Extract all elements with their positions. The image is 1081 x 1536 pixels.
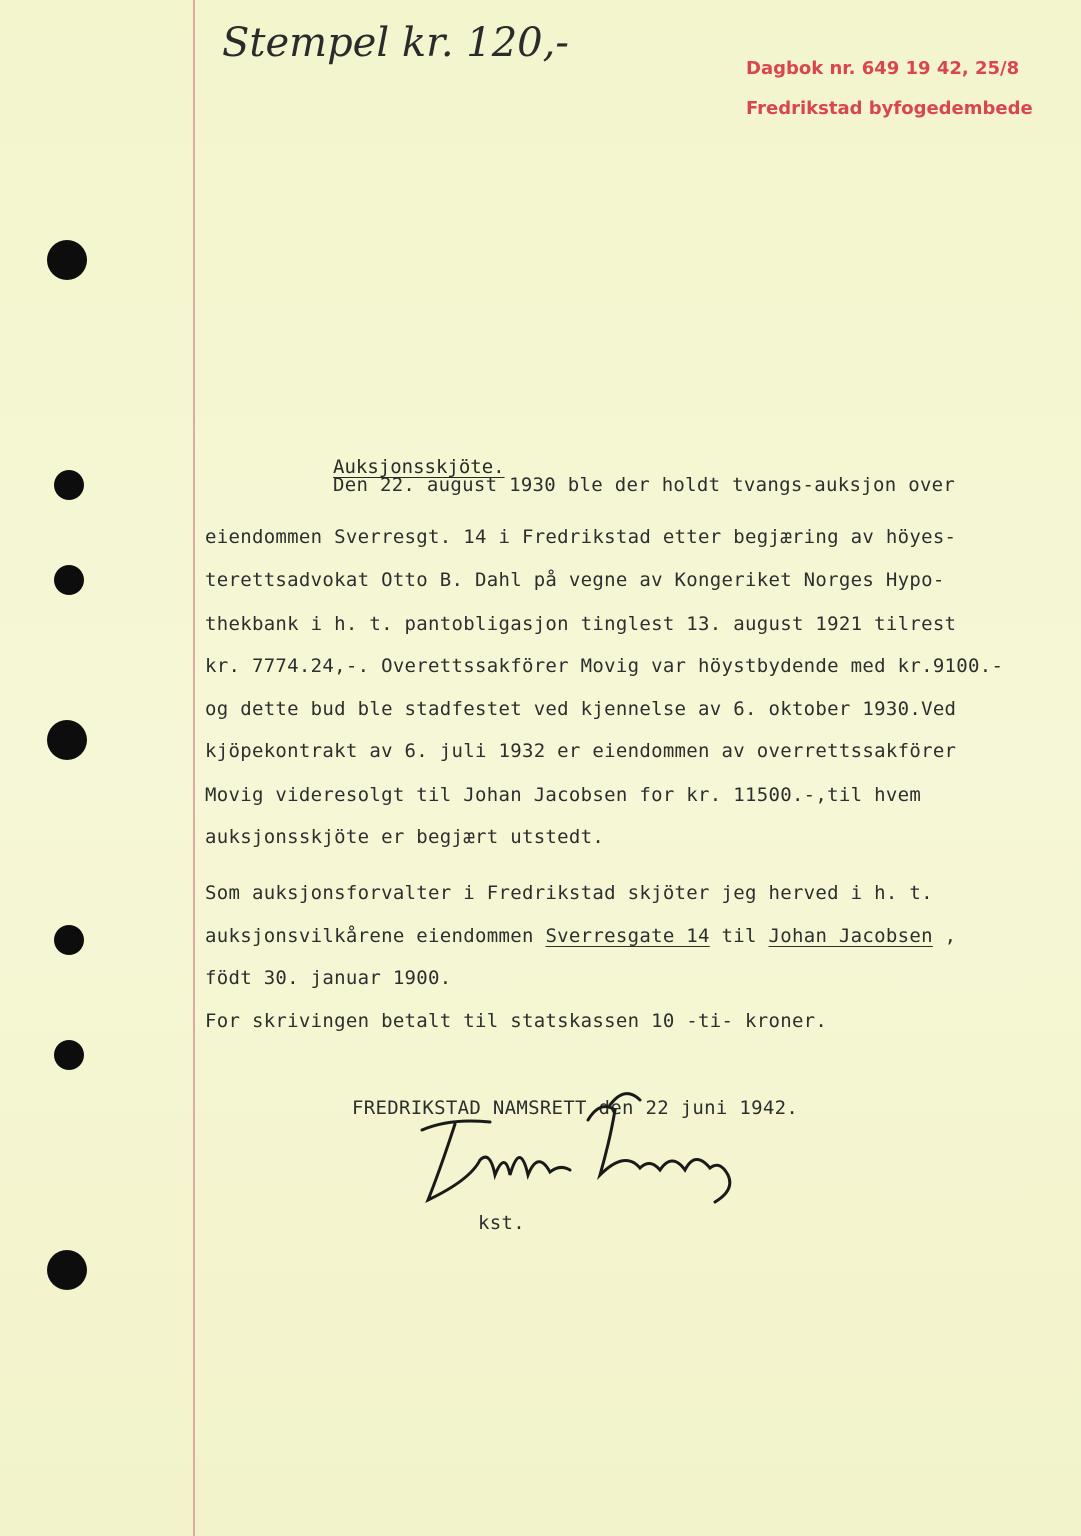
buyer-name: Johan Jacobsen: [768, 925, 933, 947]
body-line: kjöpekontrakt av 6. juli 1932 er eiendommen av overrettssakförer: [205, 740, 957, 762]
body-line: Som auksjonsforvalter i Fredrikstad skjöter jeg herved i h. t.: [205, 882, 933, 904]
punch-hole: [54, 925, 84, 955]
document-title: Auksjonsskjöte.: [333, 456, 505, 478]
stamp-office-line: Fredrikstad byfogedembede: [746, 98, 1033, 119]
punch-hole: [47, 1250, 87, 1290]
punch-hole: [47, 240, 87, 280]
punch-hole: [54, 565, 84, 595]
body-line: kr. 7774.24,-. Overettssakförer Movig var höystbydende med kr.9100.-: [205, 655, 1004, 677]
text-span: til: [709, 925, 769, 947]
punch-hole: [54, 470, 84, 500]
margin-line: [193, 0, 195, 1536]
handwritten-fee: Stempel kr. 120,-: [222, 20, 569, 66]
body-line: For skrivingen betalt til statskassen 10 -ti- kroner.: [205, 1010, 828, 1032]
text-span: auksjonsvilkårene eiendommen: [205, 925, 546, 947]
body-line: thekbank i h. t. pantobligasjon tinglest 13. august 1921 tilrest: [205, 613, 957, 635]
text-span: ,: [932, 925, 957, 947]
body-line: og dette bud ble stadfestet ved kjennelse av 6. oktober 1930.Ved: [205, 698, 957, 720]
property-address: Sverresgate 14: [545, 925, 710, 947]
signature-suffix: kst.: [478, 1212, 525, 1234]
punch-hole: [54, 1040, 84, 1070]
body-line: eiendommen Sverresgt. 14 i Fredrikstad etter begjæring av höyes-: [205, 526, 957, 548]
place-date: FREDRIKSTAD NAMSRETT den 22 juni 1942.: [352, 1097, 799, 1119]
body-line: födt 30. januar 1900.: [205, 967, 452, 989]
body-line: Den 22. august 1930 ble der holdt tvangs-auksjon over: [333, 474, 956, 496]
body-line: Movig videresolgt til Johan Jacobsen for kr. 11500.-,til hvem: [205, 784, 922, 806]
stamp-journal-line: Dagbok nr. 649 19 42, 25/8: [746, 58, 1020, 79]
body-line: [205, 925, 956, 947]
body-line: auksjonsskjöte er begjært utstedt.: [205, 826, 605, 848]
body-line: terettsadvokat Otto B. Dahl på vegne av Kongeriket Norges Hypo-: [205, 569, 945, 591]
signature: [410, 1080, 750, 1210]
punch-hole: [47, 720, 87, 760]
